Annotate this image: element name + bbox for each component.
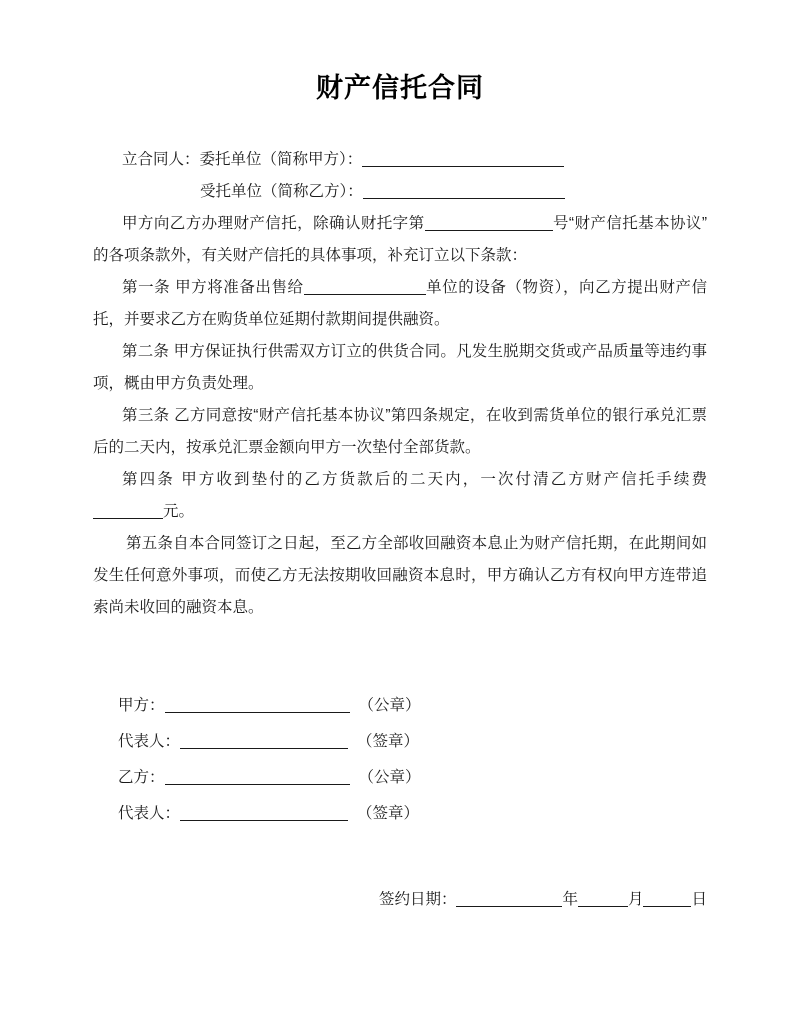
clause-1-unit-blank[interactable] [304,279,426,295]
clause-4 [93,464,707,528]
signature-blank-representative-a[interactable] [180,733,348,749]
signature-blank-representative-b[interactable] [180,805,348,821]
signature-note-party-a: （公章） [358,697,421,715]
clause-1-after-blank: 单位的设备（物资），向乙方提出财产信托，并要求乙方在购货单位延期付款期间提供融资。 [93,279,707,329]
signing-day-blank[interactable] [643,891,691,907]
signature-label-party-b: 乙方： [118,769,165,787]
clause-4-fee-blank[interactable] [93,503,163,519]
signature-label-representative-b: 代表人： [118,805,181,823]
party-b-blank[interactable] [363,183,565,199]
preamble-after-blank: 号“财产信托基本协议”的各项条款外，有关财产信托的具体事项，补充订立以下条款： [93,215,707,265]
clause-1-before-blank: 第一条 甲方将准备出售给 [122,279,304,297]
clause-1 [93,272,707,336]
signature-row-representative-a [93,724,707,760]
signature-block [93,624,707,832]
clause-4-before-blank: 第四条 甲方收到垫付的乙方货款后的二天内，一次付清乙方财产信托手续费 [122,471,707,489]
signing-date-label: 签约日期： [378,891,457,909]
signature-row-party-a [93,688,707,724]
signing-year-unit: 年 [562,891,578,909]
signature-note-representative-b: （签章） [357,805,420,823]
signing-month-blank[interactable] [578,891,628,907]
signature-note-party-b: （公章） [358,769,421,787]
signature-row-representative-b [93,796,707,832]
signature-label-party-a: 甲方： [118,697,165,715]
page-title: 财产信托合同 [316,73,484,103]
party-line-first [93,144,707,176]
signature-label-representative-a: 代表人： [118,733,181,751]
agreement-number-blank[interactable] [425,215,553,231]
date-block [93,832,707,916]
party-b-label: 受托单位（简称乙方）： [200,183,363,201]
signature-blank-party-a[interactable] [165,697,350,713]
party-a-label: 立合同人：委托单位（简称甲方）： [122,151,363,169]
signature-blank-party-b[interactable] [165,769,350,785]
signature-note-representative-a: （签章） [357,733,420,751]
contract-body [93,104,707,624]
clause-5: 第五条自本合同签订之日起，至乙方全部收回融资本息止为财产信托期，在此期间如发生任何意外事项，而使乙方无法按期收回融资本息时，甲方确认乙方有权向甲方连带追索尚未收回的融资本息。 [93,535,707,617]
party-line-second [93,176,707,208]
preamble-before-blank: 甲方向乙方办理财产信托，除确认财托字第 [122,215,425,233]
signing-day-unit: 日 [691,891,707,909]
signing-date-line [379,884,707,916]
clause-4-after-blank: 元。 [163,503,195,521]
signing-month-unit: 月 [627,891,644,909]
clause-3: 第三条 乙方同意按“财产信托基本协议”第四条规定，在收到需货单位的银行承兑汇票后的二天内，按承兑汇票金额向甲方一次垫付全部货款。 [93,407,707,457]
clause-2: 第二条 甲方保证执行供需双方订立的供货合同。凡发生脱期交货或产品质量等违约事项，概由甲方负责处理。 [93,343,707,393]
party-a-blank[interactable] [362,151,564,167]
signature-row-party-b [93,760,707,796]
preamble-paragraph [93,208,707,272]
signing-year-blank[interactable] [456,891,562,907]
